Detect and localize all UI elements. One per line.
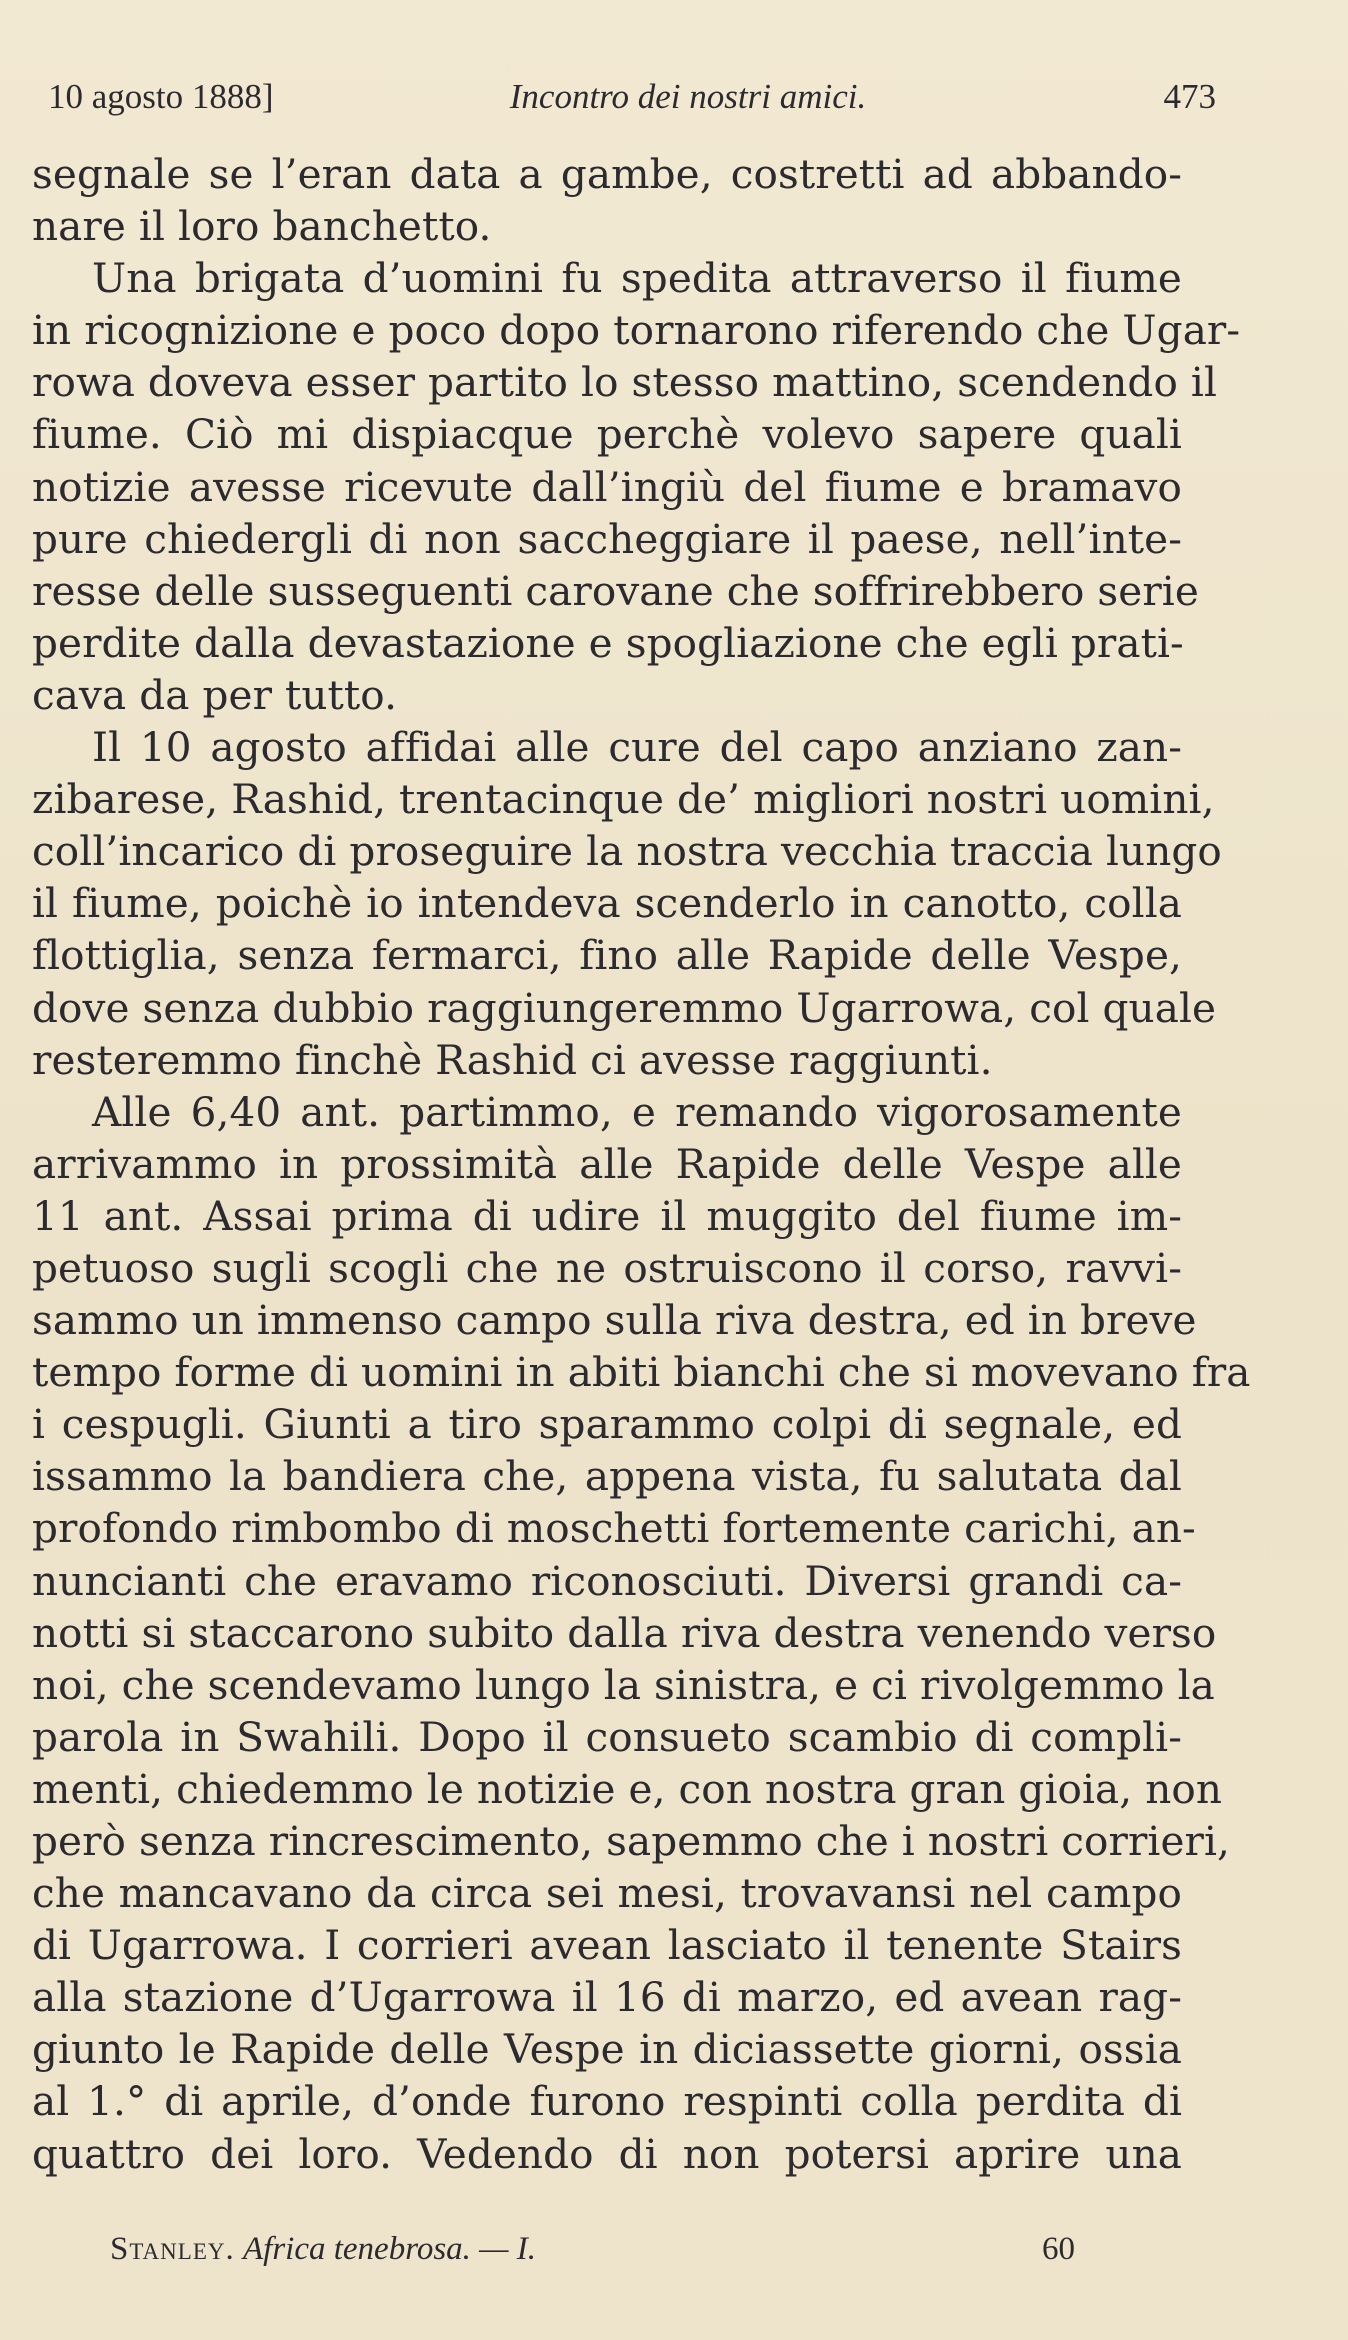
text-line: nare il loro banchetto. xyxy=(32,202,492,251)
text-line: segnale se l’eran data a gambe, costretti ad abbando- xyxy=(32,150,1182,198)
text-line: al 1.° di aprile, d’onde furono respinti colla perdita di xyxy=(32,2077,1182,2126)
text-line: fiume. Ciò mi dispiacque perchè volevo sapere quali xyxy=(32,410,1182,459)
text-line: coll’incarico di proseguire la nostra vecchia traccia lungo xyxy=(32,827,1222,876)
text-line: parola in Swahili. Dopo il consueto scambio di compli- xyxy=(32,1712,1182,1761)
text-line: Alle 6,40 ant. partimmo, e remando vigorosamente xyxy=(92,1087,1182,1136)
text-line: menti, chiedemmo le notizie e, con nostra gran gioia, non xyxy=(32,1764,1223,1813)
paragraph xyxy=(32,148,1182,252)
text-line: quattro dei loro. Vedendo di non potersi aprire una xyxy=(32,2129,1182,2178)
text-line: cava da per tutto. xyxy=(32,670,398,719)
text-line: notizie avesse ricevute dall’ingiù del fiume e bramavo xyxy=(32,462,1182,511)
text-line: resteremmo finchè Rashid ci avesse raggiunti. xyxy=(32,1035,993,1084)
text-line: noi, che scendevamo lungo la sinistra, e ci rivolgemmo la xyxy=(32,1660,1215,1709)
text-line: in ricognizione e poco dopo tornarono riferendo che Ugar- xyxy=(32,306,1241,355)
chapter-title: Incontro dei nostri amici. xyxy=(509,77,867,116)
footer-citation xyxy=(110,2224,536,2274)
header-date: 10 agosto 1888] xyxy=(48,77,274,116)
text-line: però senza rincrescimento, sapemmo che i nostri corrieri, xyxy=(32,1817,1231,1865)
text-line: notti si staccarono subito dalla riva destra venendo verso xyxy=(32,1608,1217,1657)
text-line: petuoso sugli scogli che ne ostruiscono il corso, ravvi- xyxy=(32,1243,1182,1292)
text-line: dove senza dubbio raggiungeremmo Ugarrowa, col quale xyxy=(32,983,1217,1032)
text-line: rowa doveva esser partito lo stesso mattino, scendendo il xyxy=(32,358,1218,407)
text-line: issammo la bandiera che, appena vista, fu salutata dal xyxy=(32,1452,1182,1501)
text-line: alla stazione d’Ugarrowa il 16 di marzo, ed avean rag- xyxy=(32,1973,1182,2022)
page-footer xyxy=(110,2224,1150,2274)
text-line: 11 ant. Assai prima di udire il muggito del fiume im- xyxy=(32,1191,1182,1240)
paragraph xyxy=(32,721,1222,1086)
text-line: Il 10 agosto affidai alle cure del capo anziano zan- xyxy=(92,723,1182,772)
text-line: che mancavano da circa sei mesi, trovavansi nel campo xyxy=(32,1869,1182,1918)
text-line: Una brigata d’uomini fu spedita attraverso il fiume xyxy=(92,254,1182,303)
text-line: resse delle susseguenti carovane che soffrirebbero serie xyxy=(32,566,1199,615)
text-line: arrivammo in prossimità alle Rapide delle Vespe alle xyxy=(32,1139,1182,1188)
text-line: flottiglia, senza fermarci, fino alle Rapide delle Vespe, xyxy=(32,931,1182,980)
text-line: giunto le Rapide delle Vespe in diciassette giorni, ossia xyxy=(32,2025,1182,2074)
text-line: pure chiedergli di non saccheggiare il paese, nell’inte- xyxy=(32,514,1182,563)
paragraph xyxy=(32,252,1241,721)
footer-author: Stanley. xyxy=(110,2231,235,2267)
text-line: perdite dalla devastazione e spogliazione che egli prati- xyxy=(32,618,1184,667)
footer-book-title: Africa tenebrosa. — I. xyxy=(243,2231,536,2267)
text-line: zibarese, Rashid, trentacinque de’ migliori nostri uomini, xyxy=(32,775,1215,824)
text-line: i cespugli. Giunti a tiro sparammo colpi di segnale, ed xyxy=(32,1400,1182,1449)
text-line: nuncianti che eravamo riconosciuti. Diversi grandi ca- xyxy=(32,1556,1182,1605)
signature-mark: 60 xyxy=(1042,2231,1075,2267)
page-number: 473 xyxy=(1163,77,1216,116)
text-line: il fiume, poichè io intendeva scenderlo in canotto, colla xyxy=(32,879,1182,928)
body-text xyxy=(32,148,1251,2180)
text-line: tempo forme di uomini in abiti bianchi che si movevano fra xyxy=(32,1348,1251,1397)
text-line: profondo rimbombo di moschetti fortemente carichi, an- xyxy=(32,1504,1196,1553)
paragraph xyxy=(32,1086,1251,2180)
text-line: sammo un immenso campo sulla riva destra, ed in breve xyxy=(32,1296,1197,1345)
text-line: di Ugarrowa. I corrieri avean lasciato il tenente Stairs xyxy=(32,1921,1182,1970)
running-head xyxy=(48,72,1216,122)
